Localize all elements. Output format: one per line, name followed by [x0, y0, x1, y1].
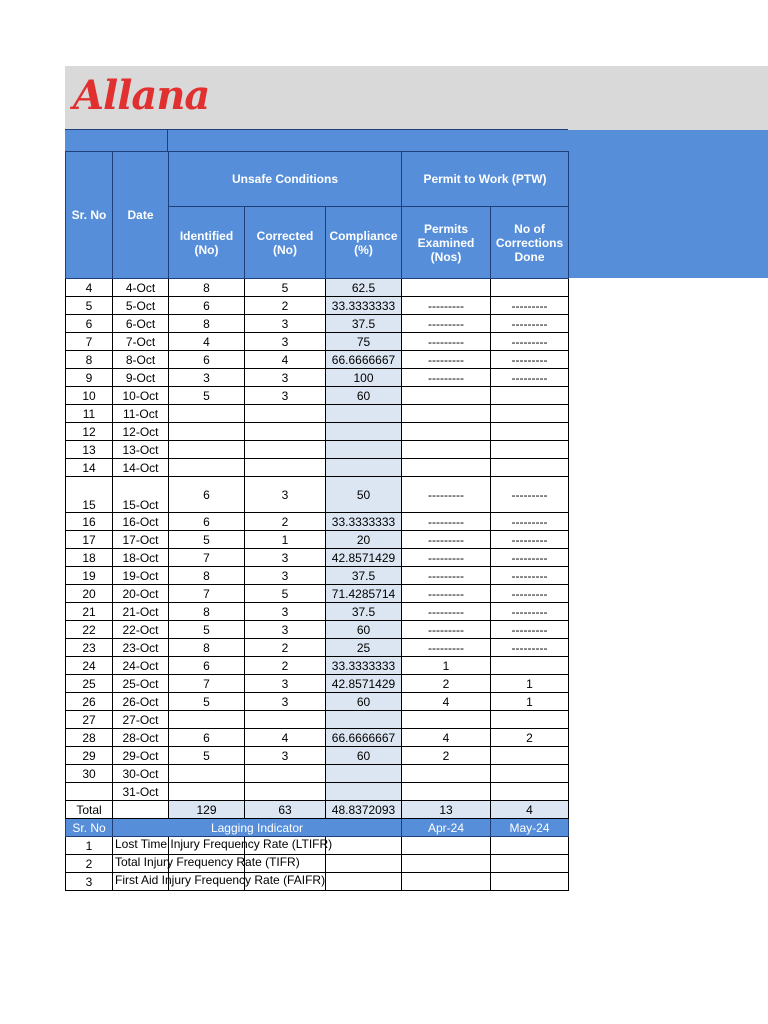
indicator-sr-no: 1: [66, 837, 113, 855]
table-row: [66, 567, 569, 585]
permits-cell: ---------: [402, 639, 491, 657]
table-row: [66, 747, 569, 765]
corrections-cell: ---------: [491, 333, 569, 351]
permits-cell: [402, 783, 491, 801]
identified-cell: 8: [169, 315, 245, 333]
corrected-cell: [245, 783, 326, 801]
permits-cell: [402, 279, 491, 297]
identified-cell: [169, 441, 245, 459]
table-row: [66, 333, 569, 351]
corrections-cell: ---------: [491, 549, 569, 567]
indicator-sr-no: 3: [66, 873, 113, 891]
corrected-cell: 2: [245, 513, 326, 531]
corrections-cell: ---------: [491, 621, 569, 639]
indicator-row: [66, 855, 569, 873]
corrections-cell: ---------: [491, 315, 569, 333]
corrected-cell: [245, 405, 326, 423]
total-row: [66, 801, 569, 819]
permits-cell: ---------: [402, 477, 491, 513]
corrected-cell: 5: [245, 585, 326, 603]
sr-no-cell: 9: [66, 369, 113, 387]
date-cell: 30-Oct: [113, 765, 169, 783]
corrections-cell: [491, 765, 569, 783]
date-cell: 27-Oct: [113, 711, 169, 729]
header-permits-examined: Permits Examined (Nos): [402, 207, 491, 279]
corrected-cell: [245, 765, 326, 783]
compliance-cell: 75: [326, 333, 402, 351]
corrections-cell: ---------: [491, 531, 569, 549]
corrected-cell: 3: [245, 603, 326, 621]
corrected-cell: 3: [245, 747, 326, 765]
lagging-indicator-title: Lagging Indicator: [113, 819, 402, 837]
compliance-cell: 42.8571429: [326, 675, 402, 693]
table-row: [66, 729, 569, 747]
corrected-cell: 3: [245, 315, 326, 333]
corrected-cell: [245, 423, 326, 441]
corrected-cell: [245, 441, 326, 459]
safety-table: [65, 151, 569, 891]
corrected-cell: 3: [245, 675, 326, 693]
corrections-cell: ---------: [491, 513, 569, 531]
table-row: [66, 297, 569, 315]
identified-cell: 5: [169, 621, 245, 639]
sr-no-cell: 5: [66, 297, 113, 315]
header-date: Date: [113, 152, 169, 279]
table-row: [66, 423, 569, 441]
compliance-cell: 60: [326, 387, 402, 405]
identified-cell: 7: [169, 585, 245, 603]
corrections-cell: [491, 387, 569, 405]
table-row: [66, 783, 569, 801]
lagging-apr-24: Apr-24: [402, 819, 491, 837]
corrections-cell: ---------: [491, 477, 569, 513]
sr-no-cell: 21: [66, 603, 113, 621]
compliance-cell: [326, 783, 402, 801]
permits-cell: [402, 405, 491, 423]
compliance-cell: 62.5: [326, 279, 402, 297]
total-permits: 13: [402, 801, 491, 819]
date-cell: 14-Oct: [113, 459, 169, 477]
indicator-sr-no: 2: [66, 855, 113, 873]
compliance-cell: [326, 459, 402, 477]
indicator-value-cell: [491, 873, 569, 891]
permits-cell: ---------: [402, 333, 491, 351]
table-row: [66, 531, 569, 549]
identified-cell: 7: [169, 549, 245, 567]
compliance-cell: 37.5: [326, 603, 402, 621]
indicator-value-cell: [402, 855, 491, 873]
indicator-value-cell: [491, 855, 569, 873]
sr-no-cell: 24: [66, 657, 113, 675]
date-cell: 18-Oct: [113, 549, 169, 567]
corrections-cell: [491, 423, 569, 441]
indicator-value-cell: [402, 837, 491, 855]
header-permit-to-work: Permit to Work (PTW): [402, 152, 569, 207]
identified-cell: 8: [169, 279, 245, 297]
date-cell: 20-Oct: [113, 585, 169, 603]
identified-cell: 5: [169, 747, 245, 765]
table-row: [66, 405, 569, 423]
indicator-label-cell: [113, 837, 333, 855]
total-date-empty: [113, 801, 169, 819]
identified-cell: 6: [169, 297, 245, 315]
table-row: [66, 639, 569, 657]
table-row: [66, 675, 569, 693]
corrections-cell: [491, 405, 569, 423]
permits-cell: [402, 459, 491, 477]
compliance-cell: [326, 423, 402, 441]
table-row: [66, 549, 569, 567]
corrected-cell: 3: [245, 621, 326, 639]
corrected-cell: 2: [245, 657, 326, 675]
identified-cell: 6: [169, 513, 245, 531]
identified-cell: 8: [169, 603, 245, 621]
compliance-cell: 60: [326, 693, 402, 711]
corrections-cell: ---------: [491, 369, 569, 387]
permits-cell: 4: [402, 729, 491, 747]
sr-no-cell: 16: [66, 513, 113, 531]
sr-no-cell: 13: [66, 441, 113, 459]
compliance-cell: 66.6666667: [326, 351, 402, 369]
table-row: [66, 477, 569, 513]
date-cell: 25-Oct: [113, 675, 169, 693]
date-cell: 23-Oct: [113, 639, 169, 657]
date-cell: 6-Oct: [113, 315, 169, 333]
permits-cell: ---------: [402, 315, 491, 333]
indicator-label: First Aid Injury Frequency Rate (FAIFR): [115, 873, 326, 887]
corrected-cell: 4: [245, 729, 326, 747]
sr-no-cell: 14: [66, 459, 113, 477]
permits-cell: ---------: [402, 549, 491, 567]
corrections-cell: [491, 711, 569, 729]
compliance-cell: 60: [326, 621, 402, 639]
identified-cell: 8: [169, 639, 245, 657]
identified-cell: 8: [169, 567, 245, 585]
corrections-cell: ---------: [491, 639, 569, 657]
sr-no-cell: 7: [66, 333, 113, 351]
compliance-cell: [326, 441, 402, 459]
compliance-cell: [326, 765, 402, 783]
strip-divider: [167, 130, 168, 151]
date-cell: 4-Oct: [113, 279, 169, 297]
corrections-cell: ---------: [491, 567, 569, 585]
table-row: [66, 315, 569, 333]
indicator-label-cell: [113, 855, 300, 873]
permits-cell: ---------: [402, 351, 491, 369]
date-cell: 13-Oct: [113, 441, 169, 459]
corrections-cell: [491, 783, 569, 801]
date-cell: 16-Oct: [113, 513, 169, 531]
corrected-cell: 3: [245, 387, 326, 405]
corrected-cell: 3: [245, 549, 326, 567]
sr-no-cell: 22: [66, 621, 113, 639]
corrections-cell: ---------: [491, 297, 569, 315]
corrected-cell: [245, 711, 326, 729]
compliance-cell: 50: [326, 477, 402, 513]
compliance-cell: 60: [326, 747, 402, 765]
compliance-cell: 33.3333333: [326, 513, 402, 531]
compliance-cell: 37.5: [326, 315, 402, 333]
corrections-cell: [491, 657, 569, 675]
sr-no-cell: 27: [66, 711, 113, 729]
corrections-cell: ---------: [491, 585, 569, 603]
compliance-cell: 25: [326, 639, 402, 657]
sr-no-cell: 6: [66, 315, 113, 333]
permits-cell: ---------: [402, 567, 491, 585]
corrected-cell: 3: [245, 567, 326, 585]
compliance-cell: 37.5: [326, 567, 402, 585]
identified-cell: 6: [169, 477, 245, 513]
identified-cell: 3: [169, 369, 245, 387]
permits-cell: ---------: [402, 621, 491, 639]
permits-cell: 1: [402, 657, 491, 675]
corrections-cell: [491, 459, 569, 477]
compliance-cell: 42.8571429: [326, 549, 402, 567]
corrected-cell: 3: [245, 693, 326, 711]
table-row: [66, 585, 569, 603]
indicator-value-cell: [326, 837, 402, 855]
permits-cell: ---------: [402, 585, 491, 603]
date-cell: 12-Oct: [113, 423, 169, 441]
compliance-cell: [326, 405, 402, 423]
sr-no-cell: 18: [66, 549, 113, 567]
corrected-cell: 3: [245, 477, 326, 513]
lagging-header-row: [66, 819, 569, 837]
compliance-cell: 71.4285714: [326, 585, 402, 603]
identified-cell: [169, 711, 245, 729]
header-corrected: Corrected (No): [245, 207, 326, 279]
table-row: [66, 441, 569, 459]
date-cell: 11-Oct: [113, 405, 169, 423]
identified-cell: [169, 459, 245, 477]
date-cell: 17-Oct: [113, 531, 169, 549]
sr-no-cell: 10: [66, 387, 113, 405]
permits-cell: [402, 765, 491, 783]
date-cell: 15-Oct: [113, 477, 169, 513]
permits-cell: 2: [402, 747, 491, 765]
compliance-cell: [326, 711, 402, 729]
permits-cell: [402, 387, 491, 405]
corrected-cell: 4: [245, 351, 326, 369]
identified-cell: 5: [169, 693, 245, 711]
indicator-label-cell: [113, 873, 326, 891]
identified-cell: 6: [169, 657, 245, 675]
permits-cell: 4: [402, 693, 491, 711]
indicator-value-cell: [326, 855, 402, 873]
company-logo: Allana: [73, 72, 210, 119]
permits-cell: [402, 711, 491, 729]
date-cell: 7-Oct: [113, 333, 169, 351]
corrected-cell: 2: [245, 639, 326, 657]
header-compliance: Compliance (%): [326, 207, 402, 279]
date-cell: 28-Oct: [113, 729, 169, 747]
sr-no-cell: 20: [66, 585, 113, 603]
identified-cell: 4: [169, 333, 245, 351]
sr-no-cell: 8: [66, 351, 113, 369]
sr-no-cell: 11: [66, 405, 113, 423]
date-cell: 9-Oct: [113, 369, 169, 387]
corrections-cell: [491, 441, 569, 459]
corrected-cell: 3: [245, 369, 326, 387]
indicator-value-cell: [326, 873, 402, 891]
lagging-sr-no: Sr. No: [66, 819, 113, 837]
corrections-cell: ---------: [491, 351, 569, 369]
table-row: [66, 513, 569, 531]
permits-cell: 2: [402, 675, 491, 693]
sr-no-cell: 23: [66, 639, 113, 657]
identified-cell: [169, 405, 245, 423]
indicator-label: Total Injury Frequency Rate (TIFR): [115, 855, 300, 869]
permits-cell: [402, 423, 491, 441]
indicator-label: Lost Time Injury Frequency Rate (LTIFR): [115, 837, 333, 851]
corrections-cell: [491, 747, 569, 765]
lagging-may-24: May-24: [491, 819, 569, 837]
table-row: [66, 621, 569, 639]
total-identified: 129: [169, 801, 245, 819]
permits-cell: ---------: [402, 603, 491, 621]
corrected-cell: 3: [245, 333, 326, 351]
compliance-cell: 33.3333333: [326, 657, 402, 675]
header-identified: Identified (No): [169, 207, 245, 279]
permits-cell: [402, 441, 491, 459]
indicator-row: [66, 837, 569, 855]
table-row: [66, 693, 569, 711]
identified-cell: [169, 783, 245, 801]
date-cell: 31-Oct: [113, 783, 169, 801]
date-cell: 26-Oct: [113, 693, 169, 711]
corrections-cell: 1: [491, 675, 569, 693]
identified-cell: 5: [169, 387, 245, 405]
corrected-cell: [245, 459, 326, 477]
date-cell: 8-Oct: [113, 351, 169, 369]
compliance-cell: 20: [326, 531, 402, 549]
identified-cell: 6: [169, 729, 245, 747]
permits-cell: ---------: [402, 369, 491, 387]
corrections-cell: [491, 279, 569, 297]
table-row: [66, 351, 569, 369]
table-row: [66, 459, 569, 477]
sr-no-cell: 26: [66, 693, 113, 711]
date-cell: 5-Oct: [113, 297, 169, 315]
table-row: [66, 369, 569, 387]
permits-cell: ---------: [402, 513, 491, 531]
compliance-cell: 33.3333333: [326, 297, 402, 315]
compliance-cell: 100: [326, 369, 402, 387]
sr-no-cell: 30: [66, 765, 113, 783]
sr-no-cell: 15: [66, 477, 113, 513]
table-row: [66, 765, 569, 783]
table-row: [66, 279, 569, 297]
identified-cell: [169, 423, 245, 441]
sr-no-cell: 19: [66, 567, 113, 585]
sr-no-cell: 12: [66, 423, 113, 441]
date-cell: 24-Oct: [113, 657, 169, 675]
sr-no-cell: 4: [66, 279, 113, 297]
header-no-of-corrections: No of Corrections Done: [491, 207, 569, 279]
sr-no-cell: 28: [66, 729, 113, 747]
corrected-cell: 2: [245, 297, 326, 315]
header-banner: [65, 66, 768, 130]
date-cell: 22-Oct: [113, 621, 169, 639]
header-unsafe-conditions: Unsafe Conditions: [169, 152, 402, 207]
corrections-cell: ---------: [491, 603, 569, 621]
permits-cell: ---------: [402, 531, 491, 549]
sr-no-cell: 17: [66, 531, 113, 549]
sr-no-cell: 25: [66, 675, 113, 693]
total-label: Total: [66, 801, 113, 819]
compliance-cell: 66.6666667: [326, 729, 402, 747]
identified-cell: 7: [169, 675, 245, 693]
table-row: [66, 603, 569, 621]
identified-cell: [169, 765, 245, 783]
corrected-cell: 1: [245, 531, 326, 549]
table-row: [66, 657, 569, 675]
corrections-cell: 2: [491, 729, 569, 747]
date-cell: 29-Oct: [113, 747, 169, 765]
identified-cell: 5: [169, 531, 245, 549]
indicator-value-cell: [491, 837, 569, 855]
sr-no-cell: [66, 783, 113, 801]
total-corrections: 4: [491, 801, 569, 819]
corrections-cell: 1: [491, 693, 569, 711]
date-cell: 19-Oct: [113, 567, 169, 585]
total-corrected: 63: [245, 801, 326, 819]
identified-cell: 6: [169, 351, 245, 369]
table-row: [66, 711, 569, 729]
total-compliance: 48.8372093: [326, 801, 402, 819]
date-cell: 21-Oct: [113, 603, 169, 621]
indicator-value-cell: [402, 873, 491, 891]
side-blue-block: [568, 130, 768, 278]
corrected-cell: 5: [245, 279, 326, 297]
sr-no-cell: 29: [66, 747, 113, 765]
permits-cell: ---------: [402, 297, 491, 315]
indicator-row: [66, 873, 569, 891]
header-sr-no: Sr. No: [66, 152, 113, 279]
date-cell: 10-Oct: [113, 387, 169, 405]
table-row: [66, 387, 569, 405]
header-strip: [65, 130, 568, 151]
